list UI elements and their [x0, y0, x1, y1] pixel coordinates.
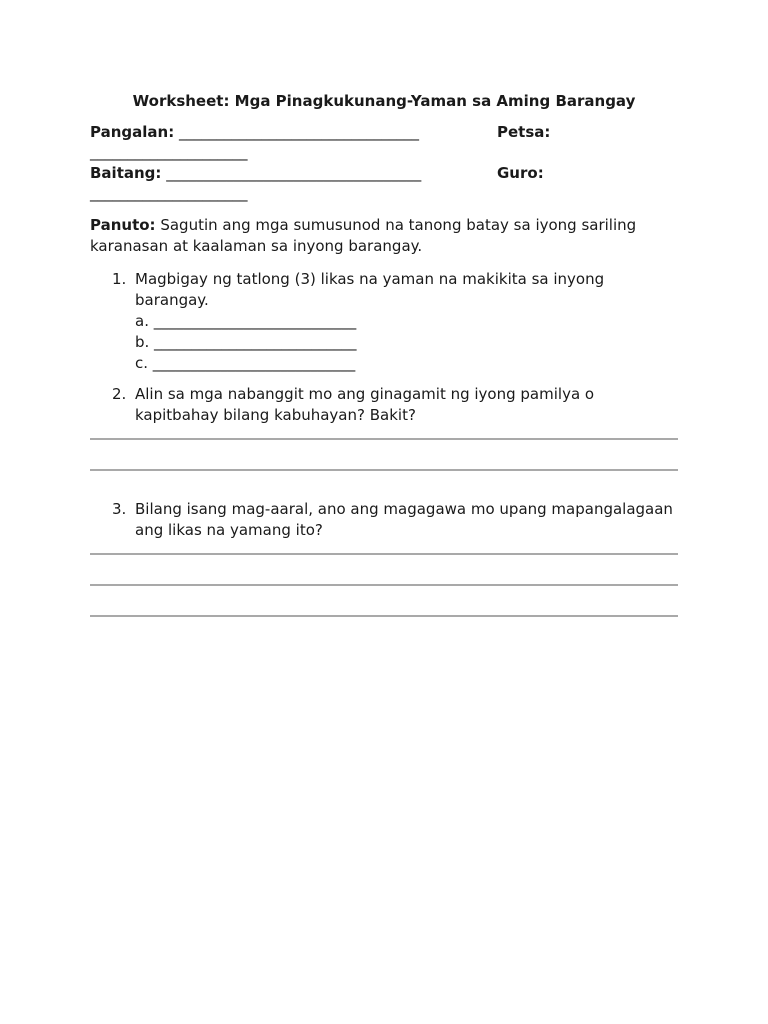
- answer-line: [90, 553, 678, 555]
- grade-teacher-row: [90, 163, 678, 204]
- answer-line: [90, 615, 678, 617]
- name-blank: ________________________________: [178, 123, 419, 141]
- worksheet-title: Worksheet: Mga Pinagkukunang-Yaman sa Aming Barangay: [132, 92, 636, 110]
- question-text: Alin sa mga nabanggit mo ang ginagamit ng iyong pamilya o kapitbahay bilang kabuhayan? Bakit?: [135, 385, 595, 424]
- answer-blank-b: b. ___________________________: [135, 333, 357, 351]
- answer-lines-q2: [90, 438, 678, 471]
- answer-line: [90, 584, 678, 586]
- question-1: [90, 269, 678, 374]
- name-label: Pangalan:: [90, 123, 175, 141]
- answer-line: [90, 469, 678, 471]
- question-number: 1.: [112, 270, 127, 288]
- question-number: 2.: [112, 385, 127, 403]
- question-2: [90, 384, 678, 426]
- teacher-label: Guro:: [497, 164, 544, 182]
- grade-blank: __________________________________: [166, 164, 422, 182]
- question-number: 3.: [112, 500, 127, 518]
- teacher-blank: _____________________: [90, 184, 248, 202]
- name-date-row: [90, 122, 678, 163]
- answer-lines-q3: [90, 553, 678, 617]
- grade-label: Baitang:: [90, 164, 162, 182]
- worksheet-page: [90, 90, 678, 617]
- date-blank: _____________________: [90, 143, 248, 161]
- grade-field: [90, 163, 421, 184]
- question-3: [90, 499, 678, 541]
- instructions-text: Sagutin ang mga sumusunod na tanong batay sa iyong sariling karanasan at kaalaman sa inyong barangay.: [90, 216, 637, 255]
- date-label: Petsa:: [497, 123, 551, 141]
- answer-blank-c: c. ___________________________: [135, 354, 356, 372]
- question-text: Bilang isang mag-aaral, ano ang magagawa mo upang mapangalagaan ang likas na yamang ito?: [135, 500, 673, 539]
- instructions-label: Panuto:: [90, 216, 156, 234]
- answer-line: [90, 438, 678, 440]
- instructions: [90, 215, 678, 257]
- name-field: [90, 122, 419, 143]
- answer-blank-a: a. ___________________________: [135, 312, 357, 330]
- question-text: Magbigay ng tatlong (3) likas na yaman na makikita sa inyong barangay.: [135, 270, 605, 309]
